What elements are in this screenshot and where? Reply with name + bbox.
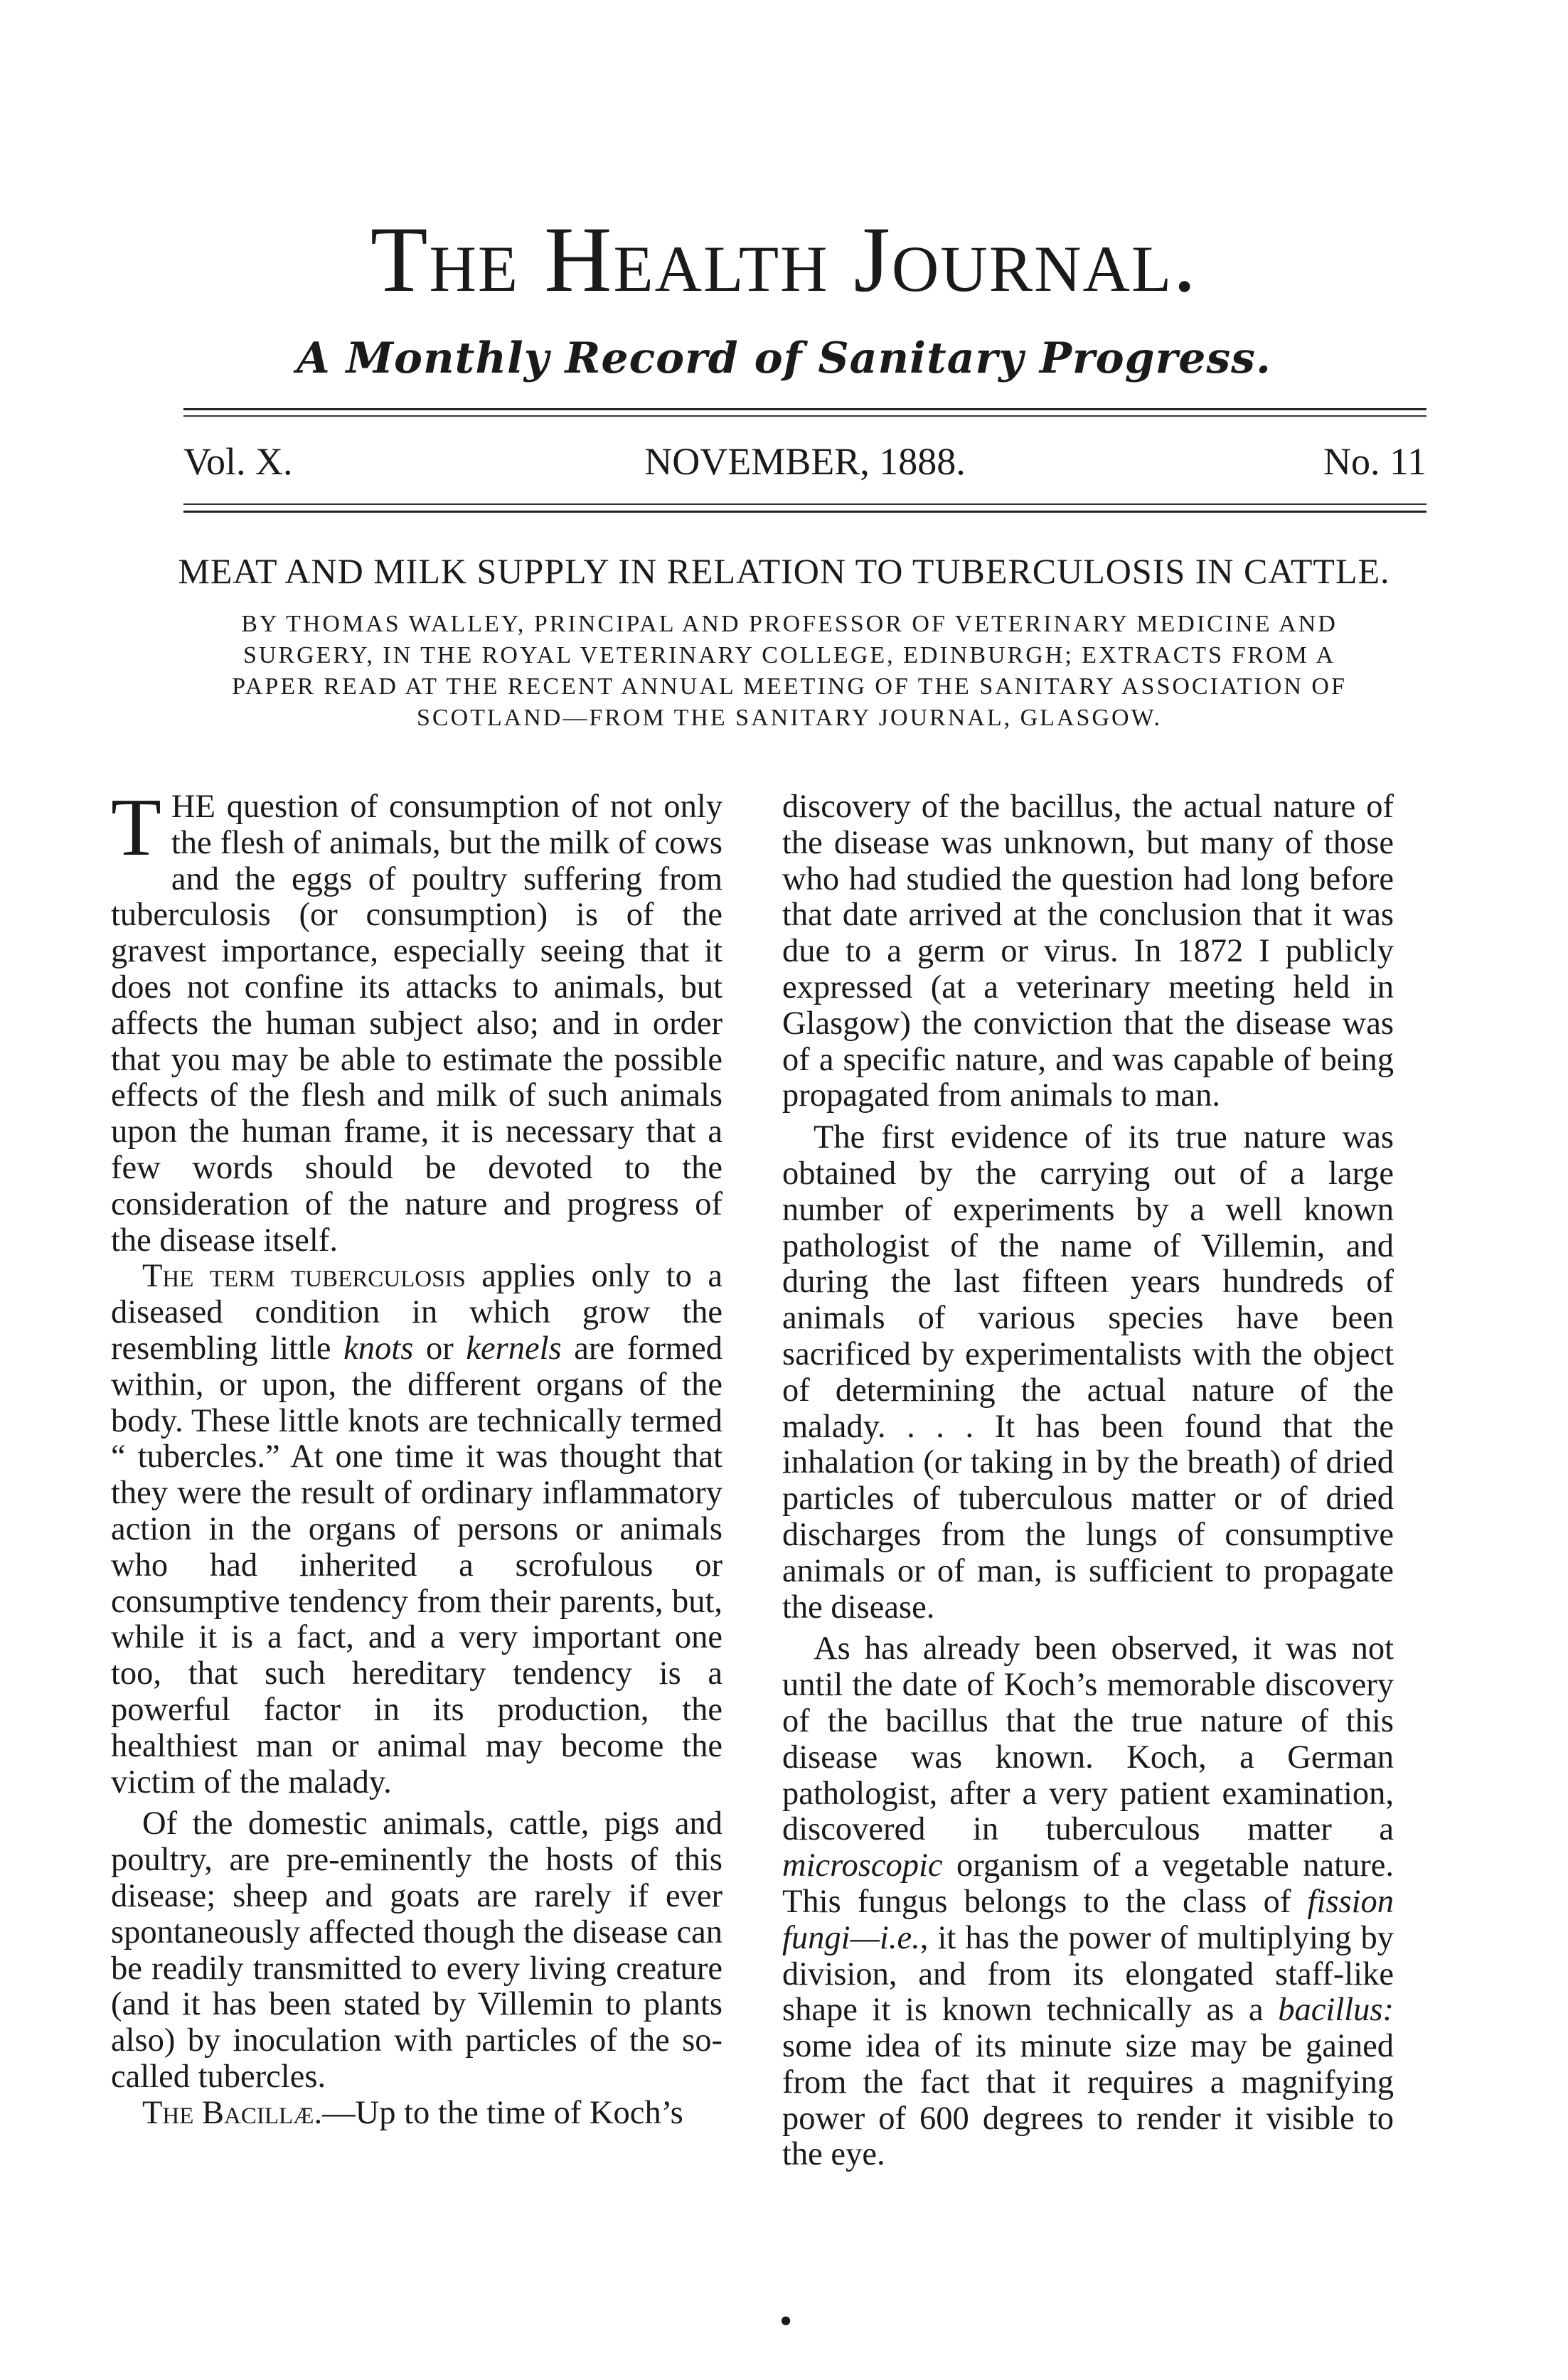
italic-term: kernels [466,1330,562,1367]
top-double-rule-1 [183,408,1426,410]
paragraph [111,782,722,1259]
paragraph-text: some idea of its minute size may be gained from the fact that it requires a magnifying power of 600 degrees to render it visible to the eye. [782,2028,1394,2173]
top-double-rule-2 [183,415,1426,417]
journal-subtitle: A Monthly Record of Sanitary Progress. [297,333,1271,383]
paragraph-text: organism of a vegetable nature. This fungus belongs to the class of [782,1847,1394,1920]
paragraph-text: , it has the power of multiplying by division, and from its elongated staff-like shape it is known technically as a [782,1919,1394,2029]
paragraph [111,2096,722,2132]
italic-term: microscopic [782,1847,943,1884]
paragraph-text: —Up to the time of Koch’s [322,2094,683,2131]
article-byline: BY THOMAS WALLEY, PRINCIPAL AND PROFESSOR OF VETERINARY MEDICINE AND SURGERY, IN THE ROYAL VETERINARY COLLEGE, EDINBURGH; EXTRACTS FROM A PAPER READ AT THE RECENT ANNUAL MEETING OF THE SANITARY ASSOCIATION OF SCOTLAND—FROM THE SANITARY JOURNAL, GLASGOW. [232,611,1347,731]
paragraph-text: HE question of consumption of not only the flesh of animals, but the milk of cows and the eggs of poultry suffering from tuberculosis (or consumption) is of the gravest importance, especially seeing that it does not confine its attacks to animals, but affects the human subject also; and in order that you may be able to estimate the possible effects of the flesh and milk of such animals upon the human frame, it is necessary that a few words should be devoted to the consideration of the nature and progress of the disease itself. [111,789,722,1259]
issue-number: No. 11 [1323,440,1426,483]
paragraph: Of the domestic animals, cattle, pigs and poultry, are pre-eminently the hosts of this disease; sheep and goats are rarely if ever spontaneously affected though the disease can be readily transmitted to every living creature (and it has been stated by Villemin to plants also) by inoculation with particles of the so-called tubercles. [111,1805,722,2095]
paragraph [782,1631,1394,2173]
italic-term: bacillus: [1278,1992,1394,2029]
footer-bullet: • [779,2301,793,2342]
article-title: MEAT AND MILK SUPPLY IN RELATION TO TUBERCULOSIS IN CATTLE. [178,551,1390,591]
paragraph: The first evidence of its true nature was obtained by the carrying out of a large number of experiments by a well known pathologist of the name of Villemin, and during the last fifteen years hundreds of animals of various species have been sacrificed by experimentalists with the object of determining the actual nature of the malady. . . . It has been found that the inhalation (or taking in by the breath) of dried particles of tuberculous matter or of dried discharges from the lungs of consumptive animals or of man, is sufficient to propagate the disease. [782,1119,1394,1626]
right-column [782,789,1394,2173]
paragraph: discovery of the bacillus, the actual nature of the disease was unknown, but many of those who had studied the question had long before that date arrived at the conclusion that it was due to a germ or virus. In 1872 I publicly expressed (at a veterinary meeting held in Glasgow) the conviction that the disease was of a specific nature, and was capable of being propagated from animals to man. [782,789,1394,1114]
bottom-double-rule-2 [183,511,1426,513]
paragraph-text: or [413,1330,466,1367]
journal-title: The Health Journal. [370,207,1198,311]
left-column [111,782,722,2131]
paragraph-text: As has already been observed, it was not until the date of Koch’s memorable discovery of the bacillus that the true nature of this disease was known. Koch, a German pathologist, after a very patient examination, discovered in tuberculous matter a [782,1631,1394,1848]
run-in-heading: The Bacillæ. [142,2094,323,2131]
paragraph-text: applies only to a diseased condition in which grow the resembling little [111,1258,722,1367]
bottom-double-rule-1 [183,503,1426,505]
paragraph-text: are formed within, or upon, the different organs of the body. These little knots are technically termed “ tubercles.” At one time it was thought that they were the result of ordinary inflammatory action in the organs of persons or animals who had inherited a scrofulous or consumptive tendency from their parents, but, while it is a fact, and a very important one too, that such hereditary tendency is a powerful factor in its production, the healthiest man or animal may become the victim of the malady. [111,1330,722,1800]
drop-cap: T [111,782,161,873]
italic-term: fission fungi—i.e. [782,1883,1394,1956]
issue-line [183,435,1426,488]
volume-label: Vol. X. [183,440,293,483]
issue-date: NOVEMBER, 1888. [644,440,966,483]
paragraph [111,1259,722,1800]
run-in-heading: The term tuberculosis [142,1258,466,1295]
italic-term: knots [343,1330,414,1367]
